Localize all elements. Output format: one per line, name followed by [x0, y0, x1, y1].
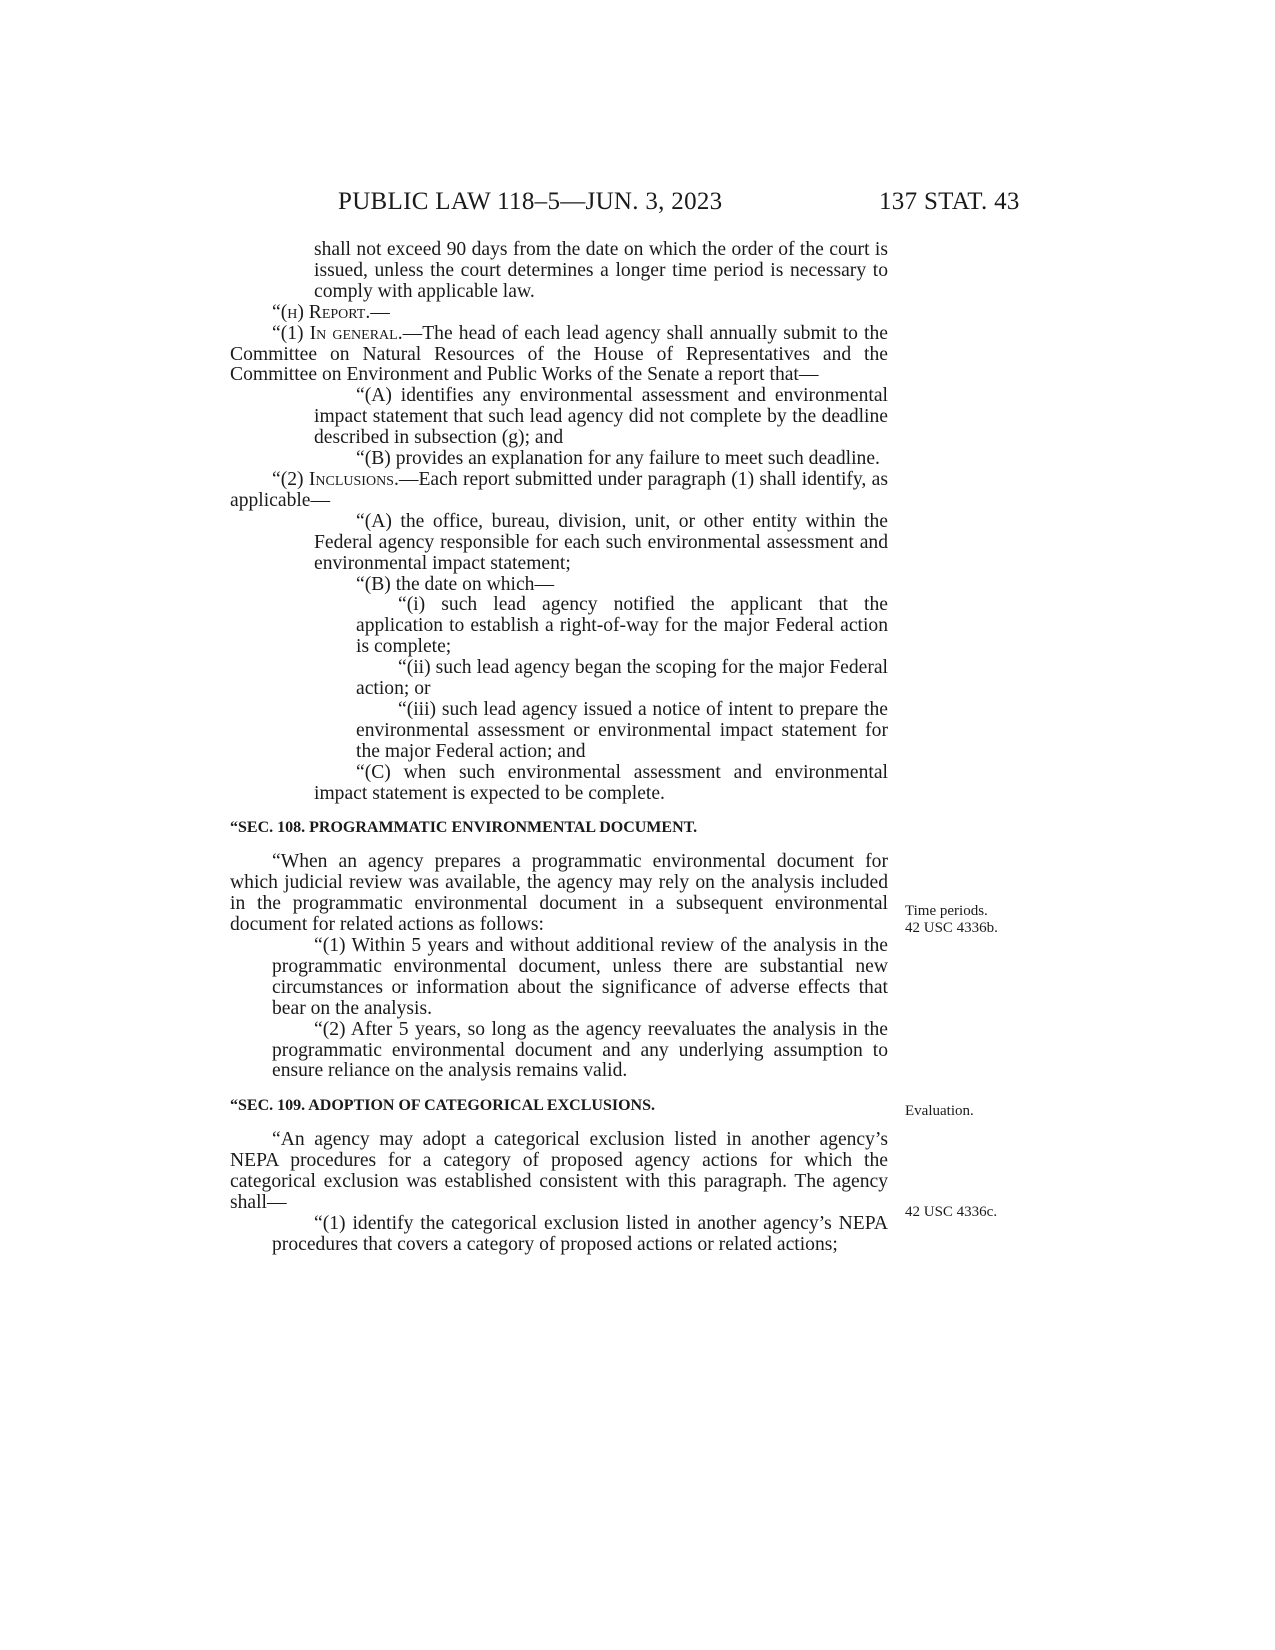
section-108-item-2: “(2) After 5 years, so long as the agency reevaluates the analysis in the programmatic environmental document and any underlying assumption to ensure reliance on the analysis remains valid.: [272, 1018, 888, 1082]
subsection-h-heading: “(h) Report.—: [272, 301, 390, 323]
paragraph-h2-text: Each report submitted under paragraph (1) shall identify, as applicable—: [230, 468, 888, 511]
subparagraph-h1b: “(B) provides an explanation for any failure to meet such deadline.: [356, 448, 880, 470]
subparagraph-h2a: “(A) the office, bureau, division, unit, or other entity within the Federal agency responsible for each such environmental assessment and environmental impact statement;: [314, 510, 888, 574]
continued-paragraph: shall not exceed 90 days from the date on which the order of the court is issued, unless the court determines a longer time period is necessary to comply with applicable law.: [314, 239, 888, 302]
subparagraph-h2b: “(B) the date on which—: [356, 573, 555, 595]
paragraph-h1-heading: “(1) In general.—: [272, 322, 423, 344]
clause-h2b-ii: “(ii) such lead agency began the scoping for the major Federal action; or: [356, 657, 888, 700]
margin-note-evaluation: Evaluation.: [905, 1103, 974, 1119]
paragraph-h2: [230, 470, 888, 512]
page-number: 137 STAT. 43: [879, 188, 1020, 215]
paragraph-h2-heading: “(2) Inclusions.—: [272, 468, 419, 490]
subparagraph-h1a: “(A) identifies any environmental assessment and environmental impact statement that such lead agency did not complete by the deadline described in subsection (g); and: [314, 385, 888, 449]
section-109-heading: “SEC. 109. ADOPTION OF CATEGORICAL EXCLUSIONS.: [230, 1097, 655, 1115]
section-108-item-1: “(1) Within 5 years and without additional review of the analysis in the programmatic environmental document, unless there are substantial new circumstances or information about the significance of adverse effects that bear on the analysis.: [272, 935, 888, 1019]
margin-note-time-periods: Time periods.: [905, 903, 988, 919]
running-head-title: PUBLIC LAW 118–5—JUN. 3, 2023: [338, 188, 723, 215]
section-108-heading: “SEC. 108. PROGRAMMATIC ENVIRONMENTAL DOCUMENT.: [230, 819, 698, 837]
paragraph-h1: [230, 324, 888, 387]
subparagraph-h2c: “(C) when such environmental assessment and environmental impact statement is expected to be complete.: [314, 761, 888, 804]
section-109-item-1: “(1) identify the categorical exclusion listed in another agency’s NEPA procedures that covers a category of proposed actions or related actions;: [272, 1212, 888, 1255]
clause-h2b-iii: “(iii) such lead agency issued a notice of intent to prepare the environmental assessment or environmental impact statement for the major Federal action; and: [356, 698, 888, 762]
margin-note-usc-4336b: 42 USC 4336b.: [905, 920, 998, 936]
paragraph-h1-text: The head of each lead agency shall annually submit to the Committee on Natural Resources of the House of Representatives and the Committee on Environment and Public Works of the Senate a report that—: [230, 322, 888, 386]
clause-h2b-i: “(i) such lead agency notified the applicant that the application to establish a right-of-way for the major Federal action is complete;: [356, 594, 888, 658]
section-108-intro: “When an agency prepares a programmatic environmental document for which judicial review was available, the agency may rely on the analysis included in the programmatic environmental document in a subsequent environmental document for related actions as follows:: [230, 851, 888, 936]
margin-note-usc-4336c: 42 USC 4336c.: [905, 1204, 998, 1220]
statute-text: [230, 240, 888, 1256]
section-109-intro: “An agency may adopt a categorical exclusion listed in another agency’s NEPA procedures for a category of proposed agency actions for which the categorical exclusion was established consistent with this paragraph. The agency shall—: [230, 1129, 888, 1213]
